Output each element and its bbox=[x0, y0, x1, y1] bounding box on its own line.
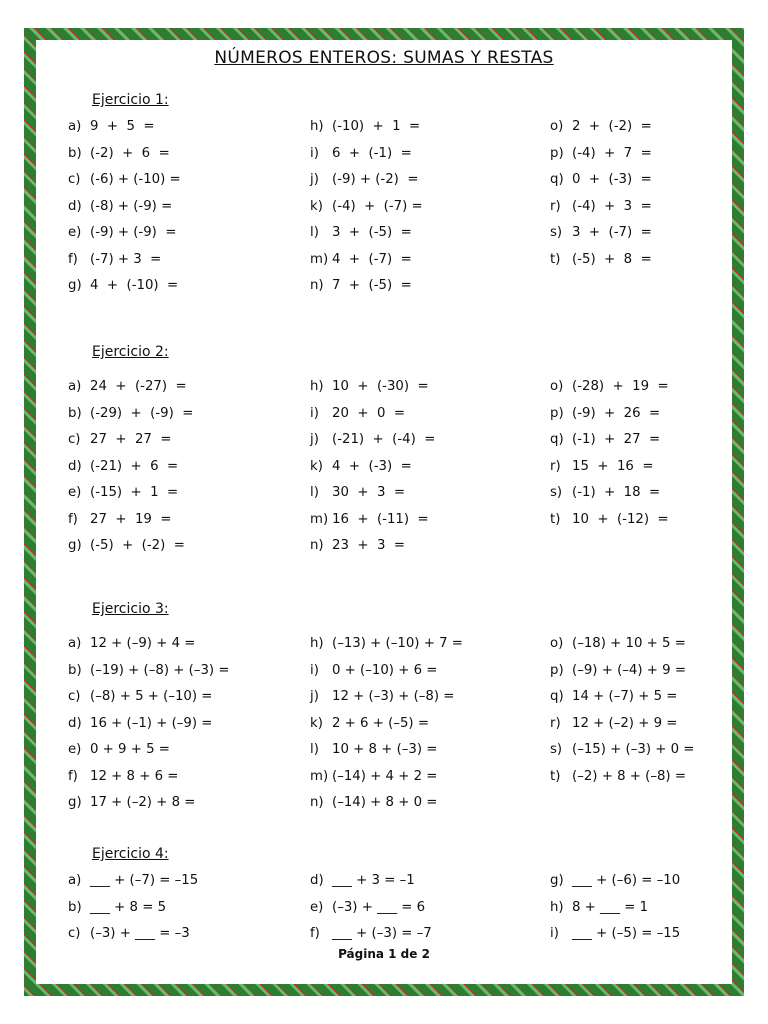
exercise-4-column-1 bbox=[68, 868, 288, 948]
item-expression: 9 + 5 = bbox=[90, 119, 155, 134]
item-expression: 27 + 19 = bbox=[90, 511, 172, 527]
item-expression: 12 + (–2) + 9 = bbox=[572, 715, 678, 731]
item-expression: (-21) + 6 = bbox=[90, 458, 179, 474]
item-label: o) bbox=[550, 636, 564, 651]
exercise-item bbox=[550, 658, 768, 685]
item-label: m) bbox=[310, 511, 329, 527]
exercise-item bbox=[68, 868, 288, 895]
exercise-item bbox=[550, 764, 768, 791]
item-expression: (-4) + 7 = bbox=[572, 145, 652, 161]
item-label: r) bbox=[550, 458, 561, 474]
exercise-1-column-3 bbox=[550, 114, 768, 273]
item-label: k) bbox=[310, 715, 323, 731]
item-label: n) bbox=[310, 795, 324, 810]
item-expression: (-5) + 8 = bbox=[572, 251, 652, 267]
exercise-item bbox=[550, 374, 768, 401]
item-label: s) bbox=[550, 485, 563, 500]
item-label: q) bbox=[550, 172, 564, 187]
item-label: g) bbox=[68, 278, 82, 293]
item-expression: 10 + 8 + (–3) = bbox=[332, 742, 438, 757]
exercise-item bbox=[68, 658, 288, 685]
item-expression: (-1) + 18 = bbox=[572, 485, 661, 500]
exercise-1-column-2 bbox=[310, 114, 530, 300]
exercise-item bbox=[310, 480, 530, 507]
item-label: i) bbox=[310, 662, 319, 678]
item-label: a) bbox=[68, 636, 82, 651]
exercise-2-column-1 bbox=[68, 374, 288, 560]
item-expression: 15 + 16 = bbox=[572, 458, 654, 474]
item-expression: 12 + 8 + 6 = bbox=[90, 768, 179, 784]
exercise-item bbox=[310, 868, 530, 895]
exercise-3-heading: Ejercicio 3: bbox=[92, 601, 169, 617]
item-label: b) bbox=[68, 662, 82, 678]
exercise-item bbox=[68, 737, 288, 764]
item-label: d) bbox=[68, 715, 82, 731]
exercise-item bbox=[68, 533, 288, 560]
item-expression: ___ + (–5) = –15 bbox=[572, 926, 681, 941]
exercise-item bbox=[310, 114, 530, 141]
item-expression: (-5) + (-2) = bbox=[90, 538, 185, 553]
page-title: NÚMEROS ENTEROS: SUMAS Y RESTAS bbox=[214, 48, 554, 68]
item-expression: (–14) + 4 + 2 = bbox=[332, 768, 438, 784]
item-expression: (-4) + (-7) = bbox=[332, 198, 423, 214]
item-label: b) bbox=[68, 405, 82, 421]
item-expression: 2 + 6 + (–5) = bbox=[332, 715, 429, 731]
item-label: d) bbox=[310, 873, 324, 888]
exercise-item bbox=[310, 374, 530, 401]
exercise-1-heading: Ejercicio 1: bbox=[92, 92, 169, 108]
exercise-item bbox=[310, 533, 530, 560]
item-expression: ___ + (–3) = –7 bbox=[332, 926, 432, 941]
exercise-item bbox=[68, 167, 288, 194]
exercise-item bbox=[310, 895, 530, 922]
item-label: l) bbox=[310, 485, 319, 500]
exercise-item bbox=[310, 711, 530, 738]
exercise-item bbox=[310, 247, 530, 274]
item-label: l) bbox=[310, 742, 319, 757]
exercise-item bbox=[550, 114, 768, 141]
exercise-item bbox=[550, 737, 768, 764]
page-footer: Página 1 de 2 bbox=[338, 947, 430, 961]
item-expression: (–14) + 8 + 0 = bbox=[332, 795, 438, 810]
exercise-2-column-3 bbox=[550, 374, 768, 533]
item-label: j) bbox=[310, 689, 319, 704]
item-expression: 4 + (-10) = bbox=[90, 278, 179, 293]
item-label: d) bbox=[68, 458, 82, 474]
item-expression: ___ + 3 = –1 bbox=[332, 873, 415, 888]
item-expression: (-2) + 6 = bbox=[90, 145, 170, 161]
item-label: c) bbox=[68, 172, 81, 187]
item-label: e) bbox=[68, 485, 82, 500]
item-label: i) bbox=[310, 405, 319, 421]
item-expression: 27 + 27 = bbox=[90, 432, 172, 447]
exercise-item bbox=[68, 141, 288, 168]
exercise-4-column-3 bbox=[550, 868, 768, 948]
item-label: i) bbox=[310, 145, 319, 161]
item-label: f) bbox=[310, 926, 320, 941]
exercise-2-column-2 bbox=[310, 374, 530, 560]
exercise-item bbox=[68, 194, 288, 221]
item-label: n) bbox=[310, 538, 324, 553]
item-label: f) bbox=[68, 511, 78, 527]
exercise-3-column-2 bbox=[310, 631, 530, 817]
item-label: r) bbox=[550, 715, 561, 731]
item-label: g) bbox=[68, 795, 82, 810]
exercise-item bbox=[68, 454, 288, 481]
item-expression: (–8) + 5 + (–10) = bbox=[90, 689, 213, 704]
item-label: t) bbox=[550, 251, 561, 267]
item-expression: 12 + (–9) + 4 = bbox=[90, 636, 196, 651]
item-expression: (-4) + 3 = bbox=[572, 198, 652, 214]
exercise-item bbox=[550, 141, 768, 168]
exercise-item bbox=[310, 737, 530, 764]
exercise-item bbox=[550, 895, 768, 922]
item-label: s) bbox=[550, 225, 563, 240]
exercise-item bbox=[68, 764, 288, 791]
item-expression: 6 + (-1) = bbox=[332, 145, 412, 161]
item-label: l) bbox=[310, 225, 319, 240]
item-label: o) bbox=[550, 119, 564, 134]
exercise-item bbox=[550, 427, 768, 454]
item-expression: (-7) + 3 = bbox=[90, 251, 162, 267]
item-label: e) bbox=[310, 899, 324, 915]
item-expression: 14 + (–7) + 5 = bbox=[572, 689, 678, 704]
item-expression: 20 + 0 = bbox=[332, 405, 406, 421]
exercise-item bbox=[310, 684, 530, 711]
item-label: c) bbox=[68, 689, 81, 704]
item-expression: ___ + (–6) = –10 bbox=[572, 873, 681, 888]
exercise-item bbox=[310, 454, 530, 481]
item-expression: (-21) + (-4) = bbox=[332, 432, 436, 447]
item-label: a) bbox=[68, 379, 82, 394]
item-label: f) bbox=[68, 768, 78, 784]
exercise-item bbox=[550, 220, 768, 247]
item-expression: 0 + (–10) + 6 = bbox=[332, 662, 438, 678]
item-label: p) bbox=[550, 662, 564, 678]
exercise-item bbox=[310, 273, 530, 300]
item-label: j) bbox=[310, 172, 319, 187]
item-label: m) bbox=[310, 768, 329, 784]
exercise-item bbox=[550, 167, 768, 194]
item-expression: (–3) + ___ = 6 bbox=[332, 899, 426, 915]
item-label: m) bbox=[310, 251, 329, 267]
exercise-item bbox=[68, 921, 288, 948]
item-label: b) bbox=[68, 899, 82, 915]
item-label: a) bbox=[68, 873, 82, 888]
item-expression: 4 + (-3) = bbox=[332, 458, 412, 474]
item-expression: 16 + (-11) = bbox=[332, 511, 429, 527]
item-label: q) bbox=[550, 689, 564, 704]
exercise-item bbox=[550, 684, 768, 711]
exercise-item bbox=[68, 273, 288, 300]
exercise-item bbox=[310, 141, 530, 168]
item-expression: 16 + (–1) + (–9) = bbox=[90, 715, 213, 731]
item-expression: (-1) + 27 = bbox=[572, 432, 661, 447]
exercise-item bbox=[68, 895, 288, 922]
exercise-item bbox=[68, 220, 288, 247]
item-expression: (–18) + 10 + 5 = bbox=[572, 636, 686, 651]
exercise-item bbox=[310, 194, 530, 221]
item-label: h) bbox=[310, 119, 324, 134]
exercise-item bbox=[68, 401, 288, 428]
exercise-item bbox=[310, 658, 530, 685]
item-expression: ___ + (–7) = –15 bbox=[90, 873, 199, 888]
exercise-4-heading: Ejercicio 4: bbox=[92, 846, 169, 862]
item-expression: (-28) + 19 = bbox=[572, 379, 669, 394]
exercise-item bbox=[310, 631, 530, 658]
item-expression: 10 + (-30) = bbox=[332, 379, 429, 394]
item-label: e) bbox=[68, 742, 82, 757]
exercise-item bbox=[68, 374, 288, 401]
item-expression: 17 + (–2) + 8 = bbox=[90, 795, 196, 810]
exercise-item bbox=[550, 711, 768, 738]
exercise-4-column-2 bbox=[310, 868, 530, 948]
item-expression: (-6) + (-10) = bbox=[90, 172, 181, 187]
item-label: c) bbox=[68, 926, 81, 941]
exercise-item bbox=[68, 427, 288, 454]
exercise-3-column-3 bbox=[550, 631, 768, 790]
item-label: j) bbox=[310, 432, 319, 447]
exercise-item bbox=[310, 921, 530, 948]
item-expression: 7 + (-5) = bbox=[332, 278, 412, 293]
item-label: f) bbox=[68, 251, 78, 267]
item-label: o) bbox=[550, 379, 564, 394]
item-expression: (-29) + (-9) = bbox=[90, 405, 194, 421]
item-label: r) bbox=[550, 198, 561, 214]
item-label: d) bbox=[68, 198, 82, 214]
item-label: q) bbox=[550, 432, 564, 447]
exercise-item bbox=[550, 401, 768, 428]
exercise-item bbox=[310, 507, 530, 534]
item-expression: (-8) + (-9) = bbox=[90, 198, 173, 214]
exercise-item bbox=[310, 764, 530, 791]
item-label: s) bbox=[550, 742, 563, 757]
exercise-item bbox=[310, 220, 530, 247]
exercise-item bbox=[68, 631, 288, 658]
item-expression: 2 + (-2) = bbox=[572, 119, 652, 134]
item-label: t) bbox=[550, 768, 561, 784]
exercise-item bbox=[68, 790, 288, 817]
exercise-item bbox=[550, 921, 768, 948]
item-label: k) bbox=[310, 198, 323, 214]
item-label: n) bbox=[310, 278, 324, 293]
item-expression: ___ + 8 = 5 bbox=[90, 899, 167, 915]
item-label: g) bbox=[550, 873, 564, 888]
item-expression: (–19) + (–8) + (–3) = bbox=[90, 662, 230, 678]
item-label: e) bbox=[68, 225, 82, 240]
item-label: a) bbox=[68, 119, 82, 134]
item-expression: (–9) + (–4) + 9 = bbox=[572, 662, 686, 678]
item-label: h) bbox=[310, 636, 324, 651]
exercise-item bbox=[550, 480, 768, 507]
item-expression: (–2) + 8 + (–8) = bbox=[572, 768, 686, 784]
item-expression: (-9) + (-9) = bbox=[90, 225, 177, 240]
item-expression: 8 + ___ = 1 bbox=[572, 899, 649, 915]
item-expression: 12 + (–3) + (–8) = bbox=[332, 689, 455, 704]
item-expression: (-9) + 26 = bbox=[572, 405, 661, 421]
exercise-3-column-1 bbox=[68, 631, 288, 817]
exercise-item bbox=[310, 401, 530, 428]
exercise-item bbox=[550, 507, 768, 534]
exercise-item bbox=[550, 868, 768, 895]
item-label: p) bbox=[550, 145, 564, 161]
exercise-2-heading: Ejercicio 2: bbox=[92, 344, 169, 360]
item-expression: 10 + (-12) = bbox=[572, 511, 669, 527]
item-expression: (-15) + 1 = bbox=[90, 485, 179, 500]
item-expression: 23 + 3 = bbox=[332, 538, 406, 553]
item-expression: 0 + (-3) = bbox=[572, 172, 652, 187]
exercise-item bbox=[550, 194, 768, 221]
exercise-item bbox=[68, 684, 288, 711]
item-expression: (–15) + (–3) + 0 = bbox=[572, 742, 695, 757]
item-expression: (-9) + (-2) = bbox=[332, 172, 419, 187]
item-expression: 3 + (-7) = bbox=[572, 225, 652, 240]
item-expression: (–13) + (–10) + 7 = bbox=[332, 636, 463, 651]
exercise-item bbox=[550, 631, 768, 658]
item-expression: 30 + 3 = bbox=[332, 485, 406, 500]
item-expression: 0 + 9 + 5 = bbox=[90, 742, 170, 757]
exercise-item bbox=[310, 167, 530, 194]
item-expression: 4 + (-7) = bbox=[332, 251, 412, 267]
item-label: t) bbox=[550, 511, 561, 527]
item-label: k) bbox=[310, 458, 323, 474]
item-label: h) bbox=[550, 899, 564, 915]
exercise-item bbox=[550, 247, 768, 274]
exercise-item bbox=[68, 711, 288, 738]
item-label: b) bbox=[68, 145, 82, 161]
exercise-item bbox=[68, 114, 288, 141]
item-label: i) bbox=[550, 926, 559, 941]
exercise-1-column-1 bbox=[68, 114, 288, 300]
exercise-item bbox=[68, 247, 288, 274]
item-label: c) bbox=[68, 432, 81, 447]
item-expression: (-10) + 1 = bbox=[332, 119, 421, 134]
exercise-item bbox=[68, 480, 288, 507]
item-expression: 24 + (-27) = bbox=[90, 379, 187, 394]
item-label: h) bbox=[310, 379, 324, 394]
item-expression: 3 + (-5) = bbox=[332, 225, 412, 240]
item-label: p) bbox=[550, 405, 564, 421]
item-expression: (–3) + ___ = –3 bbox=[90, 926, 190, 941]
exercise-item bbox=[68, 507, 288, 534]
exercise-item bbox=[310, 790, 530, 817]
exercise-item bbox=[310, 427, 530, 454]
exercise-item bbox=[550, 454, 768, 481]
item-label: g) bbox=[68, 538, 82, 553]
